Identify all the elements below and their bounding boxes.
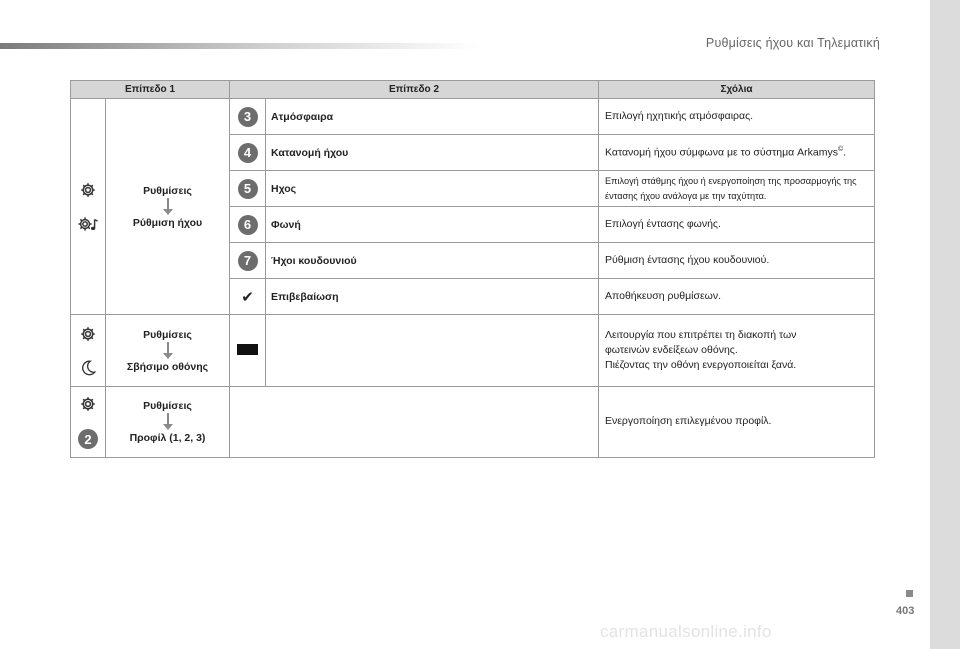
sound-settings-icon [77,215,99,233]
icons-cell [71,99,106,315]
checkmark-icon: ✔ [241,288,254,306]
level1-cell [106,387,230,458]
table-row [71,99,875,135]
header-level2: Επίπεδο 2 [230,81,599,99]
table-header-row [71,81,875,99]
level2-sound-distribution: Κατανομή ήχου [266,135,599,171]
level1-bottom-label: Προφίλ (1, 2, 3) [129,432,206,444]
icons-cell [71,315,106,387]
table-row [71,387,875,458]
settings-gear-icon [79,325,97,343]
level2-confirm: Επιβεβαίωση [266,279,599,315]
level2-ringtones: Ήχοι κουδουνιού [266,243,599,279]
level1-top-label: Ρυθμίσεις [143,328,192,341]
moon-icon [79,359,97,377]
level2-voice: Φωνή [266,207,599,243]
header-level1: Επίπεδο 1 [71,81,230,99]
comment-atmosphere: Επιλογή ηχητικής ατμόσφαιρας. [599,99,875,135]
settings-gear-icon [79,395,97,413]
side-strip [930,0,960,649]
level2-empty [230,387,599,458]
level2-empty [266,315,599,387]
level2-atmosphere: Ατμόσφαιρα [266,99,599,135]
icons-cell [71,387,106,458]
comment-profiles: Ενεργοποίηση επιλεγμένου προφίλ. [599,387,875,458]
level1-cell [106,315,230,387]
level1-cell [106,99,230,315]
level2-sound: Ηχος [266,171,599,207]
number-7-badge: 7 [238,251,258,271]
arrow-down-icon [163,342,173,359]
page-marker [906,590,913,597]
comment-voice: Επιλογή έντασης φωνής. [599,207,875,243]
page-header-title: Ρυθμίσεις ήχου και Τηλεματική [705,36,880,50]
comment-ringtones: Ρύθμιση έντασης ήχου κουδουνιού. [599,243,875,279]
comment-screen-off: Λειτουργία που επιτρέπει τη διακοπή των φωτεινών ενδείξεων οθόνης. Πιέζοντας την οθόνη ενεργοποιείται ξανά. [599,315,875,387]
level1-top-label: Ρυθμίσεις [143,400,192,412]
comment-sound-distribution: Κατανομή ήχου σύμφωνα με το σύστημα Arkamys©. [599,135,875,171]
table-row [71,315,875,387]
watermark: carmanualsonline.info [600,622,772,641]
settings-table [70,80,875,458]
black-screen-icon [237,344,258,355]
comment-sound: Επιλογή στάθμης ήχου ή ενεργοποίηση της προσαρμογής της έντασης ήχου ανάλογα με την ταχύτητα. [599,171,875,207]
header-comments: Σχόλια [599,81,875,99]
page-number: 403 [896,605,915,617]
level1-bottom-label: Ρύθμιση ήχου [132,216,203,229]
number-4-badge: 4 [238,143,258,163]
arrow-down-icon [163,198,173,215]
level1-bottom-label: Σβήσιμο οθόνης [126,360,209,373]
number-6-badge: 6 [238,215,258,235]
level1-top-label: Ρυθμίσεις [143,184,192,197]
settings-gear-icon [79,181,97,199]
number-2-badge: 2 [78,429,98,449]
number-5-badge: 5 [238,179,258,199]
arrow-down-icon [163,413,173,430]
comment-confirm: Αποθήκευση ρυθμίσεων. [599,279,875,315]
number-3-badge: 3 [238,107,258,127]
header-gradient-bar [0,43,480,49]
